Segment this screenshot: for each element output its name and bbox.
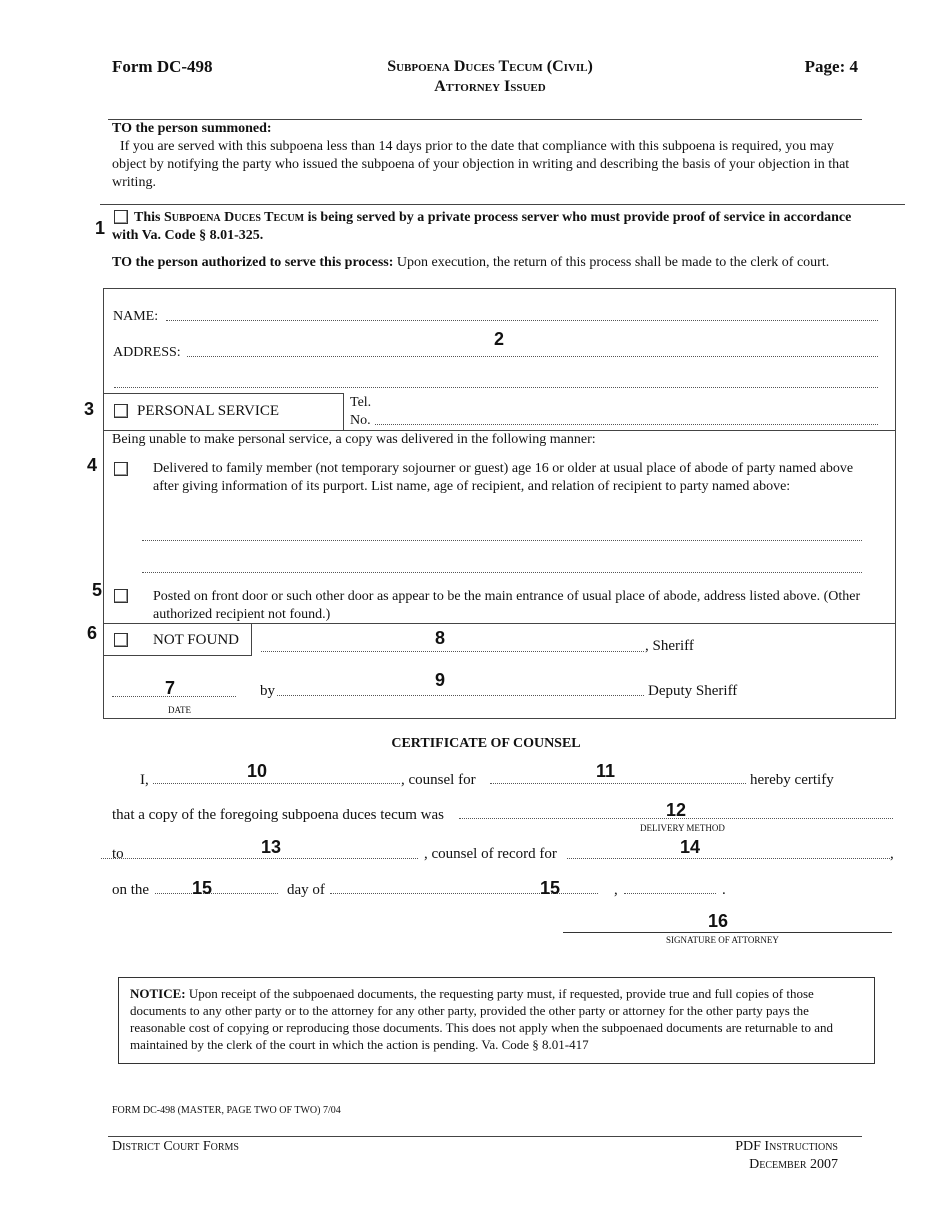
delivery-method-label: DELIVERY METHOD [640, 823, 725, 833]
footer-left: District Court Forms [112, 1139, 239, 1154]
address-field[interactable] [187, 356, 878, 357]
name-label: NAME: [113, 309, 159, 324]
tel-field[interactable] [375, 424, 878, 425]
field-number-3: 3 [84, 399, 95, 419]
client-field[interactable] [490, 783, 746, 784]
certificate-title: CERTIFICATE OF COUNSEL [391, 736, 581, 751]
name-field[interactable] [166, 320, 878, 321]
signature-label: SIGNATURE OF ATTORNEY [666, 935, 779, 945]
year-field[interactable] [624, 893, 716, 894]
field-number-1: 1 [95, 218, 106, 238]
private-server-text [112, 209, 862, 245]
field-number-12: 12 [666, 800, 687, 820]
family-member-checkbox[interactable] [114, 462, 128, 476]
summoned-heading: TO the person summoned: [112, 121, 272, 136]
posted-text: Posted on front door or such other door as appear to be the main entrance of usual place of abode, address listed above. (Other authorized recipient not found.) [153, 589, 861, 622]
deputy-sheriff-field[interactable] [277, 695, 644, 696]
field-number-2: 2 [494, 329, 505, 349]
party-field[interactable] [567, 858, 890, 859]
comma: , [614, 882, 618, 898]
field-number-14: 14 [680, 837, 701, 857]
unable-text: Being unable to make personal service, a copy was delivered in the following manner: [112, 432, 596, 447]
field-number-5: 5 [92, 580, 103, 600]
counsel-for-label: , counsel for [401, 772, 476, 788]
day-field[interactable] [155, 893, 278, 894]
form-id: Form DC-498 [112, 57, 213, 76]
text: Upon execution, the return of this process shall be made to the clerk of court. [393, 255, 830, 270]
text: is being served by a private process server who must provide proof of service in accordance with Va. Code § 8.01-325. [112, 210, 852, 243]
field-number-6: 6 [87, 623, 98, 643]
to-label: to [112, 846, 124, 862]
field-number-10: 10 [247, 761, 268, 781]
period: . [722, 882, 726, 898]
comma: , [890, 846, 894, 862]
on-the-label: on the [112, 882, 150, 898]
form-footer: FORM DC-498 (MASTER, PAGE TWO OF TWO) 7/04 [112, 1105, 341, 1116]
text: This [134, 210, 164, 225]
field-number-7: 7 [165, 678, 176, 698]
personal-service-checkbox[interactable] [114, 404, 128, 418]
address-label: ADDRESS: [113, 345, 181, 360]
divider [108, 1136, 862, 1137]
summoned-text: If you are served with this subpoena less than 14 days prior to the date that compliance with this subpoena is required, you may object by notifying the party who issued the subpoena of your objection in writing and describing the basis of your objection in that writing. [112, 139, 850, 190]
field-number-9: 9 [435, 670, 446, 690]
authorized-text [112, 254, 862, 272]
field-number-15-day: 15 [192, 878, 213, 898]
i-label: I, [140, 772, 149, 788]
not-found-label: NOT FOUND [153, 632, 239, 648]
sheriff-label: , Sheriff [645, 638, 694, 654]
title-line2: Attorney Issued [434, 78, 546, 95]
text: Upon receipt of the subpoenaed documents, the requesting party must, if requested, provide true and full copies of those documents to any other party or to the attorney for any other party, provided the other party or attorney for the other party pays the reasonable cost of copying or reproducing those documents. This does not apply when the subpoenaed documents are returnable to and maintained by the clerk of the court in which the action is pending. Va. Code § 8.01-417 [130, 986, 834, 1052]
text: Subpoena Duces Tecum [163, 210, 305, 225]
recipient-field-line2[interactable] [142, 572, 862, 573]
posted-checkbox[interactable] [114, 589, 128, 603]
notice-text [130, 985, 865, 1053]
title-line1: Subpoena Duces Tecum (Civil) [387, 58, 593, 75]
hereby-certify-label: hereby certify [750, 772, 834, 788]
not-found-checkbox[interactable] [114, 633, 128, 647]
date-label: DATE [168, 705, 191, 715]
recipient-field-line1[interactable] [142, 540, 862, 541]
signature-field[interactable] [563, 932, 892, 933]
personal-service-label: PERSONAL SERVICE [137, 403, 280, 419]
tel-label: Tel. [350, 395, 372, 410]
notice-heading: NOTICE: [130, 986, 186, 1001]
by-label: by [260, 683, 275, 699]
no-label: No. [350, 413, 371, 428]
field-number-15-month: 15 [540, 878, 561, 898]
footer-right-2: December 2007 [749, 1157, 838, 1172]
footer-right-1: PDF Instructions [735, 1139, 838, 1154]
day-of-label: day of [287, 882, 325, 898]
field-number-11: 11 [596, 761, 616, 781]
deputy-sheriff-label: Deputy Sheriff [648, 683, 738, 699]
counsel-record-label: , counsel of record for [424, 846, 557, 862]
counsel-name-field[interactable] [153, 783, 400, 784]
copy-text: that a copy of the foregoing subpoena duces tecum was [112, 807, 444, 823]
page-number: Page: 4 [804, 57, 858, 76]
recipient-counsel-field[interactable] [101, 858, 418, 859]
address-field-line2[interactable] [114, 387, 878, 388]
sheriff-field[interactable] [261, 651, 644, 652]
field-number-16: 16 [708, 911, 729, 931]
field-number-8: 8 [435, 628, 446, 648]
divider [100, 204, 905, 205]
field-number-4: 4 [87, 455, 98, 475]
field-number-13: 13 [261, 837, 282, 857]
authorized-heading: TO the person authorized to serve this process: [112, 255, 394, 270]
family-member-text: Delivered to family member (not temporary sojourner or guest) age 16 or older at usual place of abode of party named above after giving information of its purport. List name, age of recipient, and relation of recipient to party named above: [153, 461, 854, 494]
